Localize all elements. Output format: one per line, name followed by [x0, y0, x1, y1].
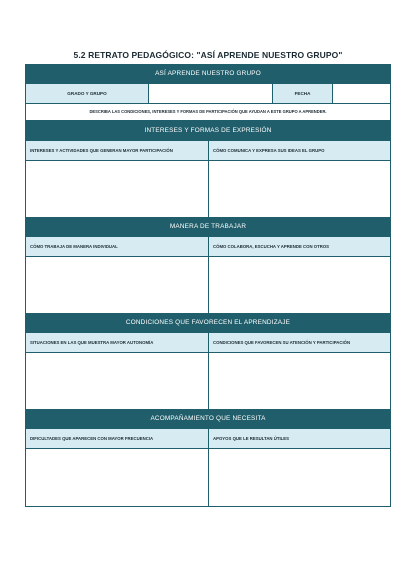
- form-description: DESCRIBA LAS CONDICIONES, INTERESES Y FORMAS DE PARTICIPACIÓN QUE AYUDAN A ESTE GRUPO A APRENDER.: [26, 103, 390, 121]
- subheader-left: SITUACIONES EN LAS QUE MUESTRA MAYOR AUTONOMÍA: [26, 333, 208, 352]
- subheader-left: CÓMO TRABAJA DE MANERA INDIVIDUAL: [26, 237, 208, 256]
- section-answer-row: [26, 352, 390, 409]
- answer-box-left[interactable]: [26, 161, 208, 217]
- section-subheaders: [26, 428, 390, 448]
- section-subheaders: [26, 236, 390, 256]
- subheader-right: APOYOS QUE LE RESULTAN ÚTILES: [208, 429, 390, 448]
- section-answer-row: [26, 160, 390, 217]
- answer-box-right[interactable]: [208, 449, 390, 506]
- answer-box-right[interactable]: [208, 161, 390, 217]
- section-heading-intereses: INTERESES Y FORMAS DE EXPRESIÓN: [26, 121, 390, 140]
- section-heading-condiciones: CONDICIONES QUE FAVORECEN EL APRENDIZAJE: [26, 313, 390, 332]
- section-heading-manera: MANERA DE TRABAJAR: [26, 217, 390, 236]
- section-answer-row: [26, 256, 390, 313]
- answer-box-right[interactable]: [208, 353, 390, 409]
- subheader-right: CONDICIONES QUE FAVORECEN SU ATENCIÓN Y PARTICIPACIÓN: [208, 333, 390, 352]
- section-subheaders: [26, 332, 390, 352]
- grado-field[interactable]: [148, 84, 272, 103]
- fecha-field[interactable]: [332, 84, 390, 103]
- subheader-right: CÓMO COLABORA, ESCUCHA Y APRENDE CON OTROS: [208, 237, 390, 256]
- grado-label: GRADO Y GRUPO: [26, 84, 148, 103]
- subheader-left: INTERESES Y ACTIVIDADES QUE GENERAN MAYOR PARTICIPACIÓN: [26, 141, 208, 160]
- answer-box-left[interactable]: [26, 449, 208, 506]
- meta-row: [26, 83, 390, 103]
- answer-box-right[interactable]: [208, 257, 390, 313]
- subheader-left: DIFICULTADES QUE APARECEN CON MAYOR FRECUENCIA: [26, 429, 208, 448]
- form-header-bar: ASÍ APRENDE NUESTRO GRUPO: [26, 65, 390, 83]
- fecha-label: FECHA: [272, 84, 332, 103]
- portrait-form: [25, 64, 391, 507]
- page-title: 5.2 RETRATO PEDAGÓGICO: "ASÍ APRENDE NUESTRO GRUPO": [73, 50, 343, 60]
- section-subheaders: [26, 140, 390, 160]
- section-answer-row: [26, 448, 390, 506]
- section-heading-acompanamiento: ACOMPAÑAMIENTO QUE NECESITA: [26, 409, 390, 428]
- subheader-right: CÓMO COMUNICA Y EXPRESA SUS IDEAS EL GRUPO: [208, 141, 390, 160]
- answer-box-left[interactable]: [26, 257, 208, 313]
- answer-box-left[interactable]: [26, 353, 208, 409]
